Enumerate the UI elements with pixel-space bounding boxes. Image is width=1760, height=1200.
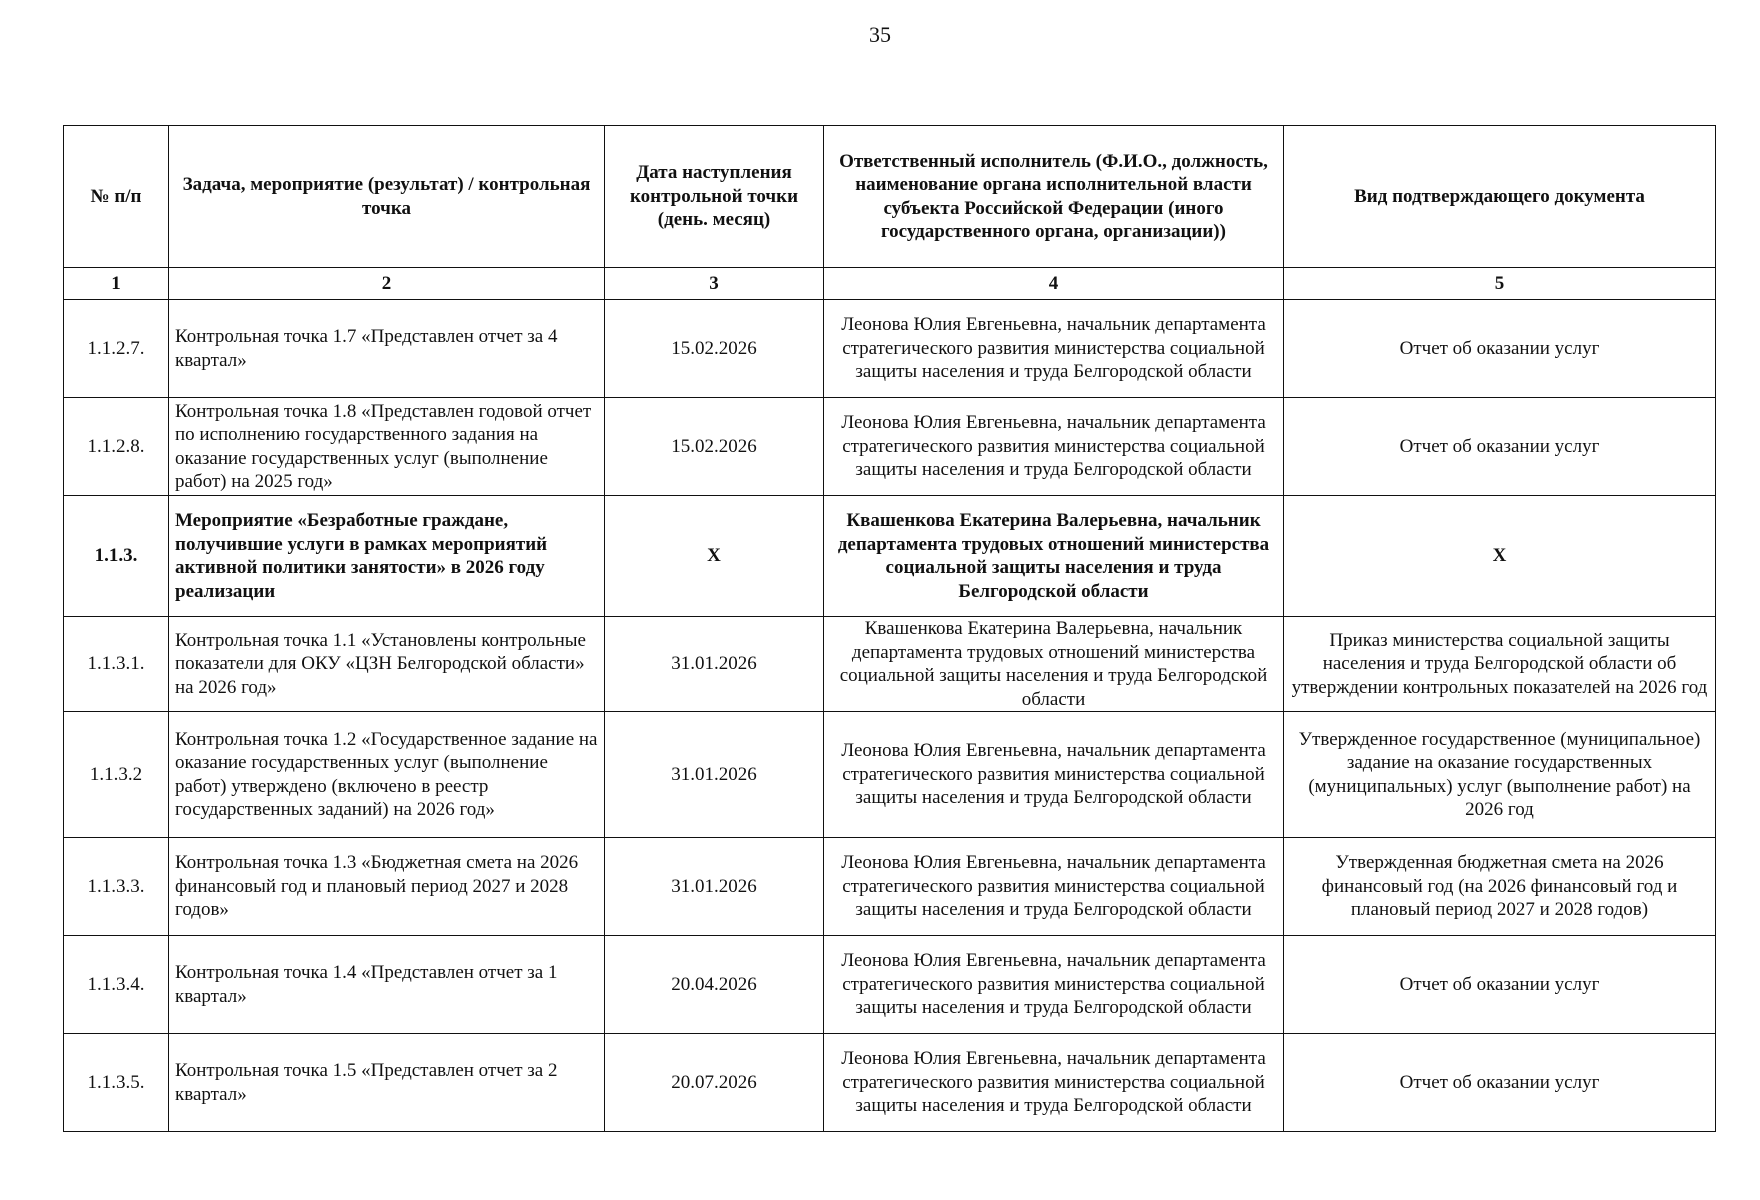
header-num: № п/п — [64, 126, 169, 268]
table-row — [64, 496, 1716, 617]
row-num: 1.1.3.4. — [64, 936, 169, 1034]
header-row — [64, 126, 1716, 268]
table-row — [64, 617, 1716, 712]
column-number: 2 — [169, 268, 605, 300]
header-responsible: Ответственный исполнитель (Ф.И.О., должность, наименование органа исполнительной власти субъекта Российской Федерации (иного государственного органа, организации)) — [824, 126, 1284, 268]
row-num: 1.1.3.3. — [64, 838, 169, 936]
row-responsible: Леонова Юлия Евгеньевна, начальник департамента стратегического развития министерства социальной защиты населения и труда Белгородской области — [824, 300, 1284, 398]
row-document: Отчет об оказании услуг — [1284, 300, 1716, 398]
row-responsible: Леонова Юлия Евгеньевна, начальник департамента стратегического развития министерства социальной защиты населения и труда Белгородской области — [824, 398, 1284, 496]
row-date: 20.04.2026 — [605, 936, 824, 1034]
table-row — [64, 712, 1716, 838]
row-document: Отчет об оказании услуг — [1284, 1034, 1716, 1132]
header-date: Дата наступления контрольной точки (день. месяц) — [605, 126, 824, 268]
row-date: 15.02.2026 — [605, 300, 824, 398]
header-task: Задача, мероприятие (результат) / контрольная точка — [169, 126, 605, 268]
row-task: Контрольная точка 1.7 «Представлен отчет за 4 квартал» — [169, 300, 605, 398]
row-date: 31.01.2026 — [605, 838, 824, 936]
row-num: 1.1.2.7. — [64, 300, 169, 398]
row-document: Приказ министерства социальной защиты населения и труда Белгородской области об утверждении контрольных показателей на 2026 год — [1284, 617, 1716, 712]
column-number: 4 — [824, 268, 1284, 300]
column-number: 3 — [605, 268, 824, 300]
row-num: 1.1.3.1. — [64, 617, 169, 712]
page-number: 35 — [869, 22, 891, 47]
row-document: Утвержденное государственное (муниципальное) задание на оказание государственных (муниципальных) услуг (выполнение работ) на 2026 год — [1284, 712, 1716, 838]
row-num: 1.1.3. — [64, 496, 169, 617]
row-responsible: Леонова Юлия Евгеньевна, начальник департамента стратегического развития министерства социальной защиты населения и труда Белгородской области — [824, 1034, 1284, 1132]
row-task: Контрольная точка 1.3 «Бюджетная смета на 2026 финансовый год и плановый период 2027 и 2028 годов» — [169, 838, 605, 936]
column-number: 5 — [1284, 268, 1716, 300]
row-responsible: Квашенкова Екатерина Валерьевна, начальник департамента трудовых отношений министерства социальной защиты населения и труда Белгородской области — [824, 617, 1284, 712]
row-document: Утвержденная бюджетная смета на 2026 финансовый год (на 2026 финансовый год и плановый период 2027 и 2028 годов) — [1284, 838, 1716, 936]
row-document: Отчет об оказании услуг — [1284, 398, 1716, 496]
row-responsible: Леонова Юлия Евгеньевна, начальник департамента стратегического развития министерства социальной защиты населения и труда Белгородской области — [824, 936, 1284, 1034]
column-number: 1 — [64, 268, 169, 300]
table-row — [64, 936, 1716, 1034]
row-responsible: Леонова Юлия Евгеньевна, начальник департамента стратегического развития министерства социальной защиты населения и труда Белгородской области — [824, 838, 1284, 936]
header-document: Вид подтверждающего документа — [1284, 126, 1716, 268]
table-row — [64, 838, 1716, 936]
row-date: 31.01.2026 — [605, 712, 824, 838]
row-task: Контрольная точка 1.1 «Установлены контрольные показатели для ОКУ «ЦЗН Белгородской области» на 2026 год» — [169, 617, 605, 712]
row-task: Мероприятие «Безработные граждане, получившие услуги в рамках мероприятий активной политики занятости» в 2026 году реализации — [169, 496, 605, 617]
row-task: Контрольная точка 1.4 «Представлен отчет за 1 квартал» — [169, 936, 605, 1034]
row-task: Контрольная точка 1.8 «Представлен годовой отчет по исполнению государственного задания на оказание государственных услуг (выполнение работ) на 2025 год» — [169, 398, 605, 496]
row-num: 1.1.3.5. — [64, 1034, 169, 1132]
row-responsible: Квашенкова Екатерина Валерьевна, начальник департамента трудовых отношений министерства социальной защиты населения и труда Белгородской области — [824, 496, 1284, 617]
row-num: 1.1.2.8. — [64, 398, 169, 496]
row-date: 31.01.2026 — [605, 617, 824, 712]
row-num: 1.1.3.2 — [64, 712, 169, 838]
row-date: 15.02.2026 — [605, 398, 824, 496]
row-date: X — [605, 496, 824, 617]
table-row — [64, 300, 1716, 398]
row-task: Контрольная точка 1.2 «Государственное задание на оказание государственных услуг (выполнение работ) утверждено (включено в реестр государственных заданий) на 2026 год» — [169, 712, 605, 838]
control-points-table — [63, 125, 1716, 1132]
row-task: Контрольная точка 1.5 «Представлен отчет за 2 квартал» — [169, 1034, 605, 1132]
row-document: X — [1284, 496, 1716, 617]
row-date: 20.07.2026 — [605, 1034, 824, 1132]
row-responsible: Леонова Юлия Евгеньевна, начальник департамента стратегического развития министерства социальной защиты населения и труда Белгородской области — [824, 712, 1284, 838]
table-row — [64, 1034, 1716, 1132]
row-document: Отчет об оказании услуг — [1284, 936, 1716, 1034]
column-numbers-row — [64, 268, 1716, 300]
table-row — [64, 398, 1716, 496]
